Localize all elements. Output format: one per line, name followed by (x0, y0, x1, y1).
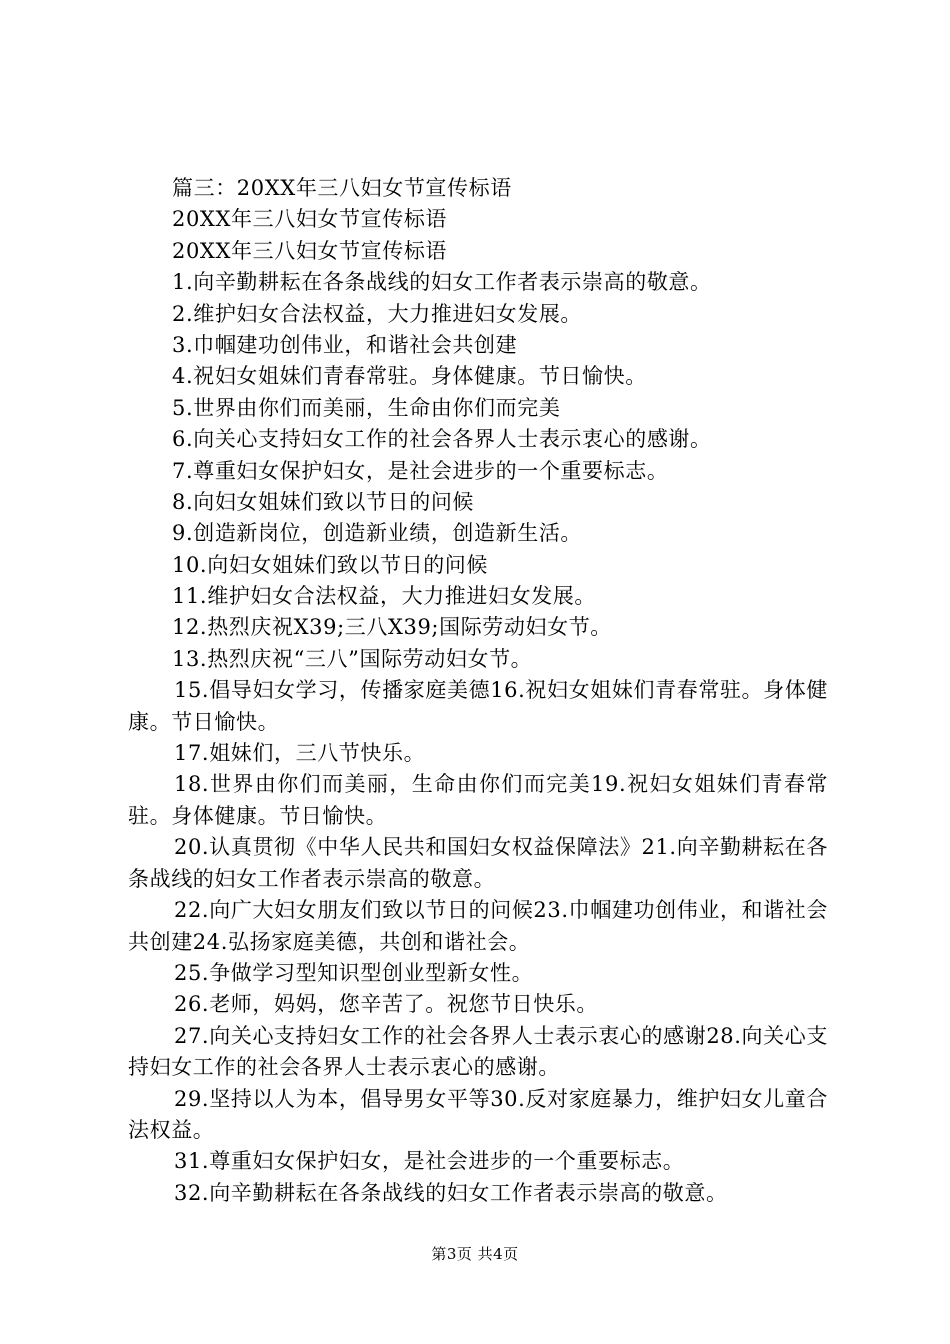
slogan-line: 9.创造新岗位，创造新业绩，创造新生活。 (172, 521, 583, 546)
slogan-paragraph: 22.向广大妇女朋友们致以节日的问候23.巾帼建功创伟业，和谐社会共创建24.弘扬家庭美德，共创和谐社会。 (128, 898, 828, 954)
slogan-paragraph: 17.姐妹们，三八节快乐。 (174, 741, 426, 766)
slogan-line: 4.祝妇女姐妹们青春常驻。身体健康。节日愉快。 (172, 364, 647, 389)
slogan-line: 11.维护妇女合法权益，大力推进妇女发展。 (172, 584, 596, 609)
slogan-line: 10.向妇女姐妹们致以节日的问候 (172, 552, 488, 577)
slogan-line: 8.向妇女姐妹们致以节日的问候 (172, 489, 475, 514)
slogan-paragraph: 29.坚持以人为本，倡导男女平等30.反对家庭暴力，维护妇女儿童合法权益。 (128, 1086, 828, 1142)
slogan-line: 3.巾帼建功创伟业，和谐社会共创建 (172, 332, 518, 357)
slogan-paragraph: 31.尊重妇女保护妇女，是社会进步的一个重要标志。 (174, 1149, 685, 1174)
slogan-line: 7.尊重妇女保护妇女，是社会进步的一个重要标志。 (172, 458, 669, 483)
section-heading: 篇三：20XX年三八妇女节宣传标语 (172, 176, 512, 200)
slogan-paragraph: 20.认真贯彻《中华人民共和国妇女权益保障法》21.向辛勤耕耘在各条战线的妇女工作者表示崇高的敬意。 (128, 835, 828, 891)
slogan-paragraph: 26.老师，妈妈，您辛苦了。祝您节日快乐。 (174, 992, 598, 1017)
slogan-paragraph: 25.争做学习型知识型创业型新女性。 (174, 960, 534, 985)
page-number-footer: 第3页 共4页 (431, 1245, 519, 1263)
slogan-line: 6.向关心支持妇女工作的社会各界人士表示衷心的感谢。 (172, 427, 712, 452)
slogan-line: 1.向辛勤耕耘在各条战线的妇女工作者表示崇高的敬意。 (172, 270, 712, 295)
slogan-line: 13.热烈庆祝“三八”国际劳动妇女节。 (172, 646, 533, 671)
slogan-paragraph: 18.世界由你们而美丽，生命由你们而完美19.祝妇女姐妹们青春常驻。身体健康。节日愉快。 (128, 772, 828, 828)
slogan-paragraph: 15.倡导妇女学习，传播家庭美德16.祝妇女姐妹们青春常驻。身体健康。节日愉快。 (128, 678, 828, 734)
slogan-line: 12.热烈庆祝X39;三八X39;国际劳动妇女节。 (172, 615, 612, 640)
document-body (128, 173, 828, 1209)
slogan-paragraph: 27.向关心支持妇女工作的社会各界人士表示衷心的感谢28.向关心支持妇女工作的社会各界人士表示衷心的感谢。 (128, 1023, 828, 1080)
slogan-line: 5.世界由你们而美丽，生命由你们而完美 (172, 395, 561, 420)
document-title: 20XX年三八妇女节宣传标语 (172, 207, 448, 232)
slogan-paragraph: 32.向辛勤耕耘在各条战线的妇女工作者表示崇高的敬意。 (174, 1180, 728, 1205)
document-subtitle: 20XX年三八妇女节宣传标语 (172, 238, 448, 263)
slogan-line: 2.维护妇女合法权益，大力推进妇女发展。 (172, 301, 583, 326)
